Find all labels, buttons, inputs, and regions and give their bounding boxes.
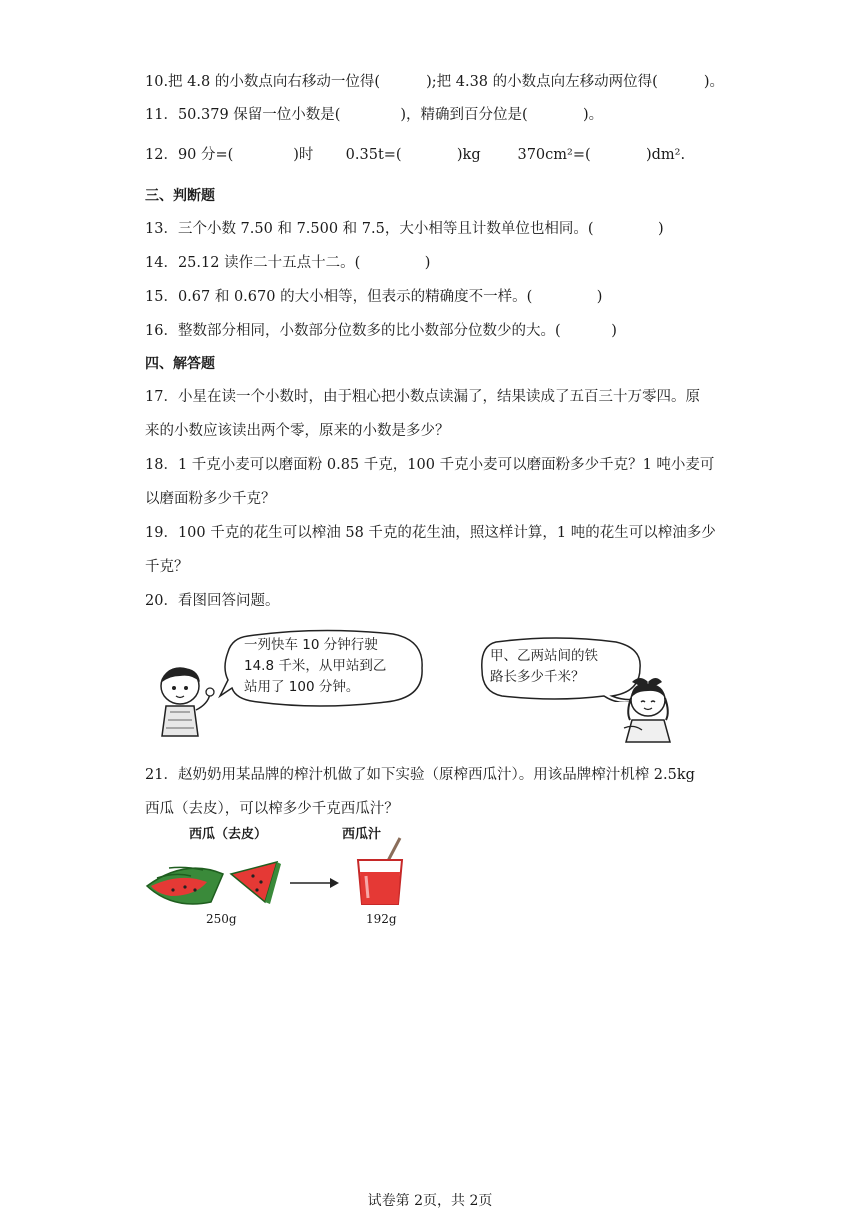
question-11: 11．50.379 保留一位小数是( )，精确到百分位是( )。 <box>145 107 604 123</box>
question-18-line-1: 18．1 千克小麦可以磨面粉 0.85 千克，100 千克小麦可以磨面粉多少千克？1 吨小麦可 <box>145 457 715 473</box>
watermelon-icon <box>145 852 285 912</box>
girl-illustration <box>614 672 692 744</box>
watermelon-weight: 250g <box>206 912 237 926</box>
question-13: 13．三个小数 7.50 和 7.500 和 7.5，大小相等且计数单位也相同。( ) <box>145 221 664 237</box>
juice-glass-icon <box>350 836 410 908</box>
bubble-right-line-2: 路长多少千米？ <box>490 669 585 685</box>
question-16: 16．整数部分相同，小数部分位数多的比小数部分位数少的大。( ) <box>145 323 617 339</box>
juice-weight: 192g <box>366 912 397 926</box>
question-19-line-2: 千克？ <box>145 559 189 575</box>
boy-illustration <box>148 660 228 740</box>
watermelon-caption: 西瓜（去皮） <box>189 827 268 842</box>
question-20: 20．看图回答问题。 <box>145 593 280 609</box>
question-14: 14．25.12 读作二十五点十二。( ) <box>145 255 431 271</box>
bubble-left-line-1: 一列快车 10 分钟行驶 <box>244 637 378 653</box>
question-18-line-2: 以磨面粉多少千克？ <box>145 491 276 507</box>
question-19-line-1: 19．100 千克的花生可以榨油 58 千克的花生油，照这样计算，1 吨的花生可以榨油多少 <box>145 525 716 541</box>
page-footer: 试卷第 2页，共 2页 <box>367 1193 493 1209</box>
juice-caption: 西瓜汁 <box>342 827 382 842</box>
question-15: 15．0.67 和 0.670 的大小相等，但表示的精确度不一样。( ) <box>145 289 603 305</box>
question-12: 12．90 分=( )时 0.35t=( )kg 370cm²=( )dm². <box>145 147 686 163</box>
section-heading-answers: 四、解答题 <box>145 356 215 372</box>
bubble-left-line-3: 站用了 100 分钟。 <box>244 679 360 695</box>
question-21-line-2: 西瓜（去皮），可以榨多少千克西瓜汁？ <box>145 801 399 817</box>
bubble-right-line-1: 甲、乙两站间的铁 <box>490 648 598 664</box>
section-heading-judgement: 三、判断题 <box>145 188 215 204</box>
question-10: 10.把 4.8 的小数点向右移动一位得( );把 4.38 的小数点向左移动两位得( )。 <box>145 74 725 90</box>
bubble-left-line-2: 14.8 千米，从甲站到乙 <box>244 658 387 674</box>
arrow-icon <box>290 876 340 890</box>
question-17-line-1: 17．小星在读一个小数时，由于粗心把小数点读漏了，结果读成了五百三十万零四。原 <box>145 389 700 405</box>
question-21-line-1: 21．赵奶奶用某品牌的榨汁机做了如下实验（原榨西瓜汁）。用该品牌榨汁机榨 2.5kg <box>145 767 695 783</box>
question-17-line-2: 来的小数应该读出两个零，原来的小数是多少？ <box>145 423 450 439</box>
